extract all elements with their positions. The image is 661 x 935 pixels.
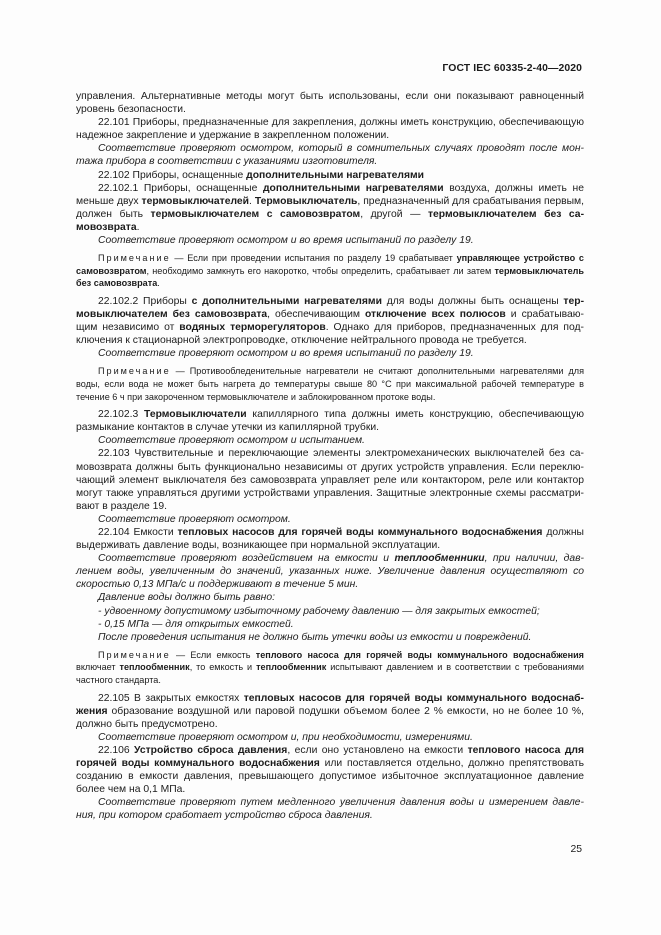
paragraph: Соответствие проверяют путем медленного увеличения давления воды и измерением давления, при котором сработает устройство сброса давления. — [76, 797, 584, 822]
paragraph: Соответствие проверяют осмотром. — [98, 513, 291, 525]
paragraph: - удвоенному допустимому избыточному рабочему давлению — для закрытых емкостей; — [98, 605, 540, 617]
paragraph: - 0,15 МПа — для открытых емкостей. — [98, 618, 294, 630]
document-body — [76, 90, 584, 823]
paragraph: 22.103 Чувствительные и переключающие элементы электромеханических выключателей без самовозврата должны быть функционально независимы от других устройств управления. Если переключающий элемент выключателя без самовозврата управляет реле или контактором, реле или контактор могут также управляться другими устройствами управления. Защитные электронные схемы рассматривают в разделе 19. — [76, 448, 584, 512]
paragraph: 22.102.2 Приборы с дополнительными нагревателями для воды должны быть оснащены термовыключателем без самовозврата, обеспечивающим отключение всех полюсов и срабатывающим независимо от водяных терморегуляторов. Однако для приборов, предназначенных для подключения к стационарной электропроводке, отключение нейтрального провода не требуется. — [76, 295, 585, 347]
paragraph: Соответствие проверяют осмотром и, при необходимости, измерениями. — [98, 731, 473, 743]
paragraph: 22.102 Приборы, оснащенные дополнительными нагревателями — [98, 169, 424, 181]
paragraph: Соответствие проверяют осмотром и во время испытаний по разделу 19. — [98, 348, 474, 360]
paragraph: После проведения испытания не должно быть утечки воды из емкости и повреждений. — [98, 631, 532, 643]
paragraph: Давление воды должно быть равно: — [98, 592, 275, 604]
paragraph: 22.102.3 Термовыключатели капиллярного типа должны иметь конструкцию, обеспечивающую размыкание контактов в случае утечки из капиллярной трубки. — [76, 409, 584, 434]
paragraph: управления. Альтернативные методы могут быть использованы, если они показывают равноценный уровень безопасности. — [76, 91, 584, 116]
paragraph: 22.101 Приборы, предназначенные для закрепления, должны иметь конструкцию, обеспечивающую надежное закрепление и удержание в закрепленном положении. — [76, 117, 584, 142]
paragraph: 22.105 В закрытых емкостях тепловых насосов для горячей воды коммунального водоснабжения образование воздушной или паровой подушки объемом более 2 % емкости, но не более 10 %, должно быть предусмотрено. — [76, 692, 584, 730]
paragraph: 22.102.1 Приборы, оснащенные дополнительными нагревателями воздуха, должны иметь не меньше двух термовыключателей. Термовыключатель, предназначенный для срабатывания первым, должен быть термовыключателем с самовозвратом, другой — термовыключателем без самовозврата. — [76, 182, 585, 233]
note-paragraph: Примечание — Если при проведении испытания по разделу 19 срабатывает управляющее устройство с самовозвратом, необходимо замкнуть его накоротко, чтобы определить, срабатывает ли затем термовыключатель без самовозврата. — [76, 253, 584, 289]
paragraph: 22.104 Емкости тепловых насосов для горячей воды коммунального водоснабжения должны выдерживать давление воды, возникающее при нормальной эксплуатации. — [76, 527, 584, 552]
note-paragraph: Примечание — Противообледенительные нагреватели не считают дополнительными нагревателями для воды, если вода не может быть нагрета до температуры свыше 80 °С при максимальной рабочей температуре в течение 6 ч при закороченном термовыключателе и заблокированном протоке воды. — [76, 366, 584, 402]
paragraph: Соответствие проверяют осмотром, который в сомнительных случаях проводят после монтажа прибора в соответствии с указаниями изготовителя. — [76, 143, 584, 168]
note-paragraph: Примечание — Если емкость теплового насоса для горячей воды коммунального водоснабжения включает теплообменник, то емкость и теплообменник испытывают давлением и в соответствии с требованиями частного стандарта. — [76, 649, 584, 686]
page-number: 25 — [570, 844, 582, 855]
paragraph: Соответствие проверяют воздействием на емкости и теплообменники, при наличии, давлением воды, увеличенным до значений, указанных ниже. Увеличение давления осуществляют со скоростью 0,13 МПа/с и поддерживают в течение 5 мин. — [76, 553, 584, 591]
paragraph: Соответствие проверяют осмотром и во время испытаний по разделу 19. — [98, 235, 474, 247]
paragraph: Соответствие проверяют осмотром и испытанием. — [98, 435, 365, 447]
standard-header: ГОСТ IEC 60335-2-40—2020 — [442, 63, 582, 74]
paragraph: 22.106 Устройство сброса давления, если оно установлено на емкости теплового насоса для горячей воды коммунального водоснабжения или поставляется отдельно, должно препятствовать созданию в емкости давления, превышающего допустимое избыточное эксплуатационное давление более чем на 0,1 МПа. — [76, 745, 584, 796]
